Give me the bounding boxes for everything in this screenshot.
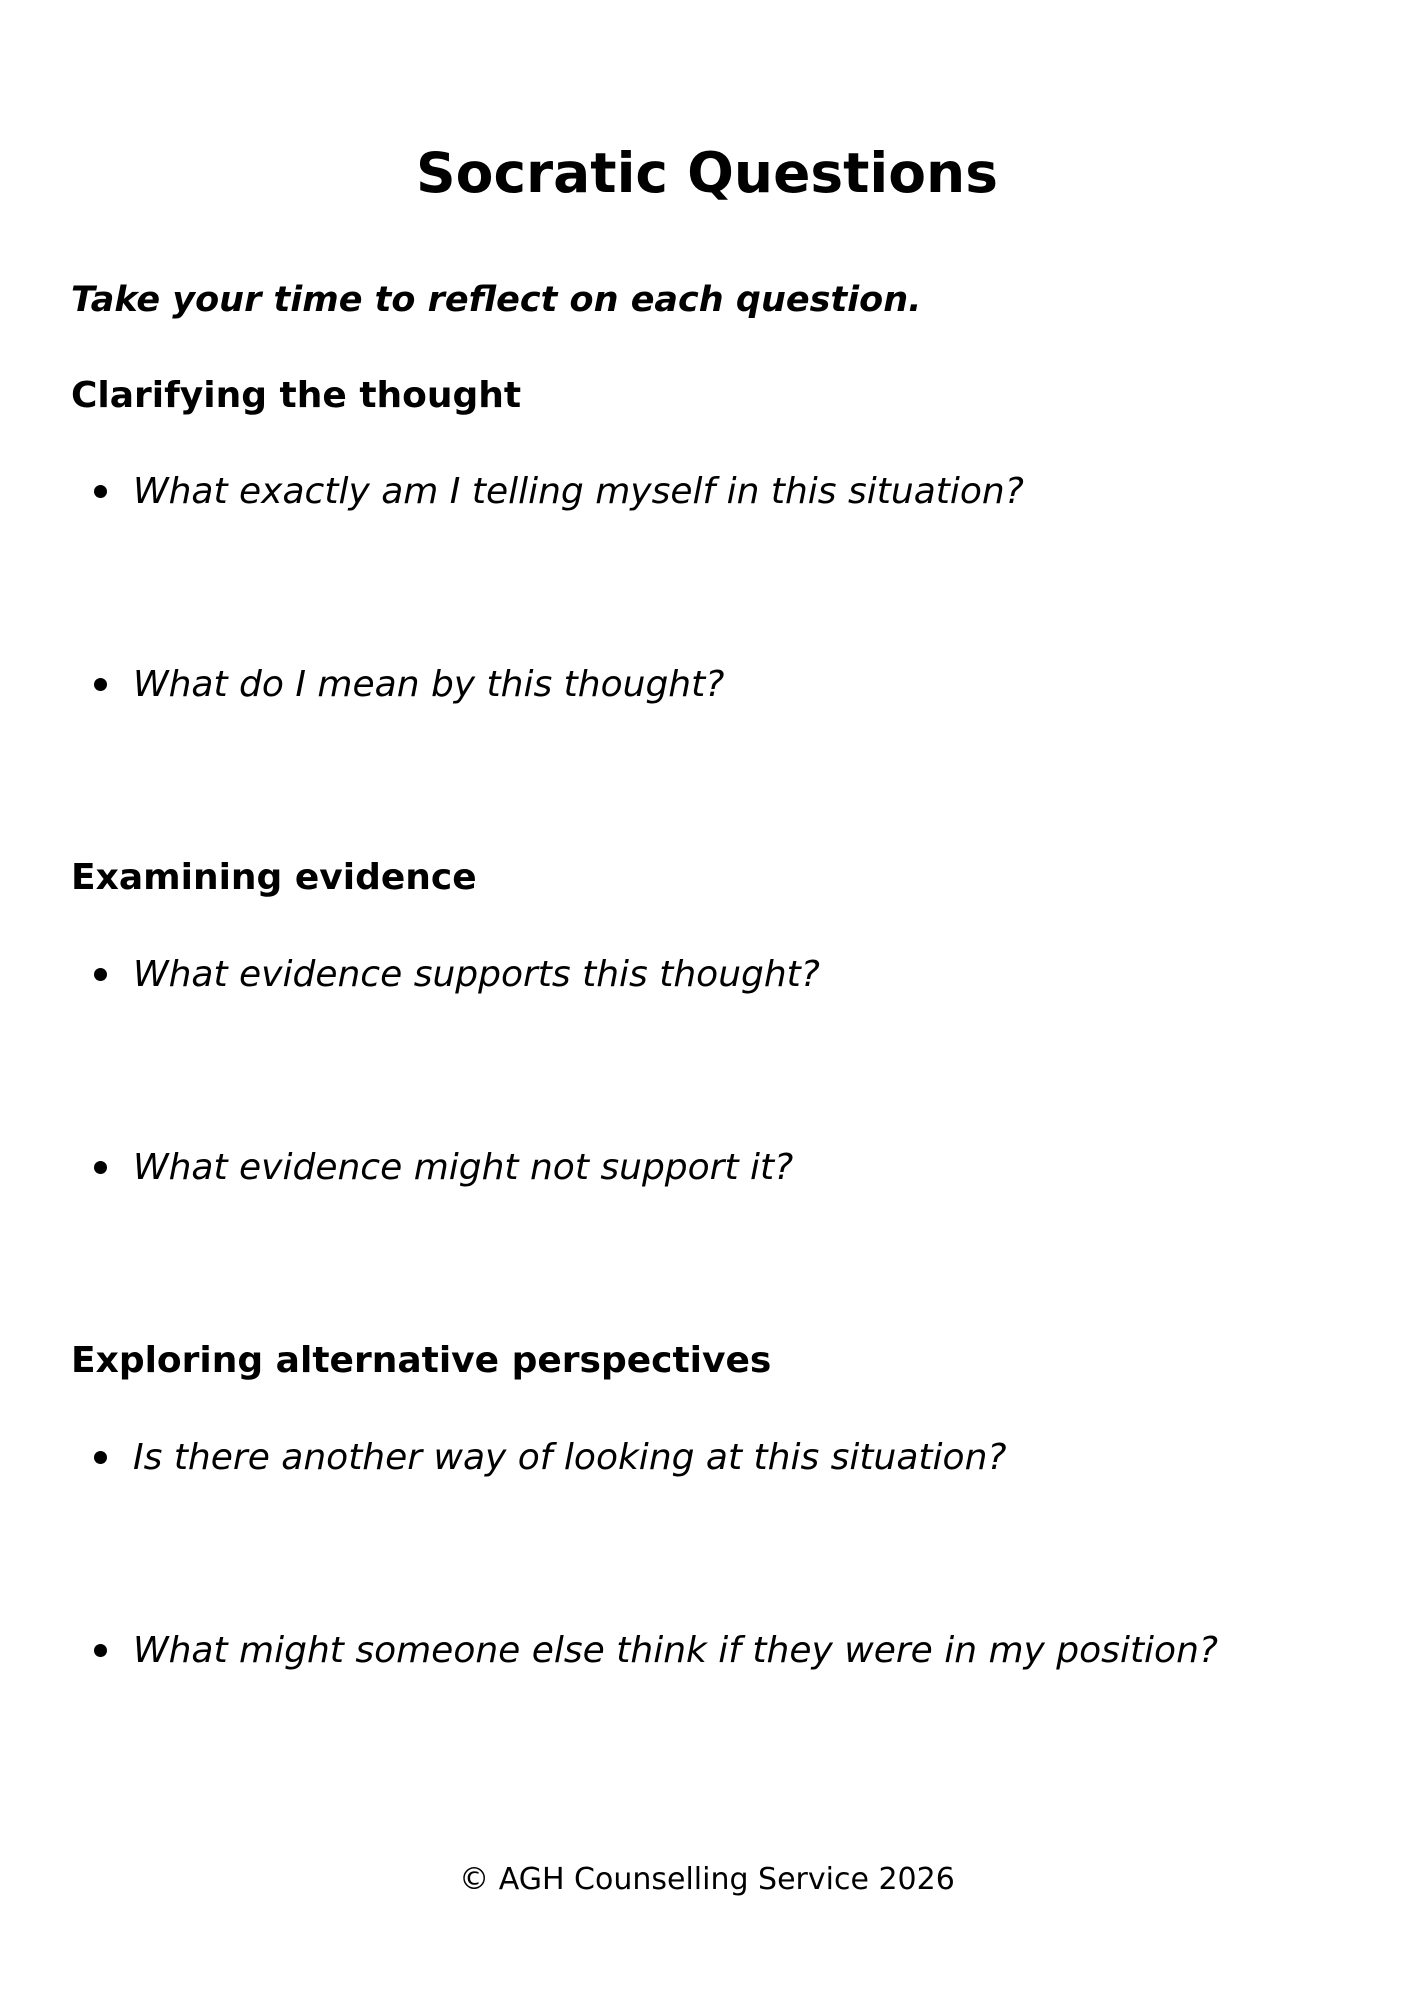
question-text: What exactly am I telling myself in this situation?	[133, 471, 1024, 512]
question-item	[94, 470, 1024, 514]
question-text: Is there another way of looking at this situation?	[133, 1437, 1007, 1478]
question-item	[94, 1146, 793, 1190]
question-text: What might someone else think if they were in my position?	[133, 1630, 1219, 1671]
bullet-icon	[94, 485, 107, 498]
bullet-icon	[94, 678, 107, 691]
question-item	[94, 1629, 1218, 1673]
question-item	[94, 953, 820, 997]
section-heading-evidence: Examining evidence	[71, 857, 477, 898]
section-heading-alternatives: Exploring alternative perspectives	[71, 1340, 772, 1381]
question-text: What evidence supports this thought?	[133, 954, 820, 995]
bullet-icon	[94, 1161, 107, 1174]
question-text: What do I mean by this thought?	[133, 664, 725, 705]
question-text: What evidence might not support it?	[133, 1147, 794, 1188]
section-heading-clarifying: Clarifying the thought	[71, 375, 522, 416]
bullet-icon	[94, 1644, 107, 1657]
bullet-icon	[94, 1451, 107, 1464]
copyright-footer: © AGH Counselling Service 2026	[459, 1862, 955, 1897]
question-item	[94, 663, 724, 707]
instruction-text: Take your time to reflect on each question.	[71, 280, 922, 320]
question-item	[94, 1436, 1007, 1480]
bullet-icon	[94, 968, 107, 981]
page-title: Socratic Questions	[416, 141, 998, 205]
